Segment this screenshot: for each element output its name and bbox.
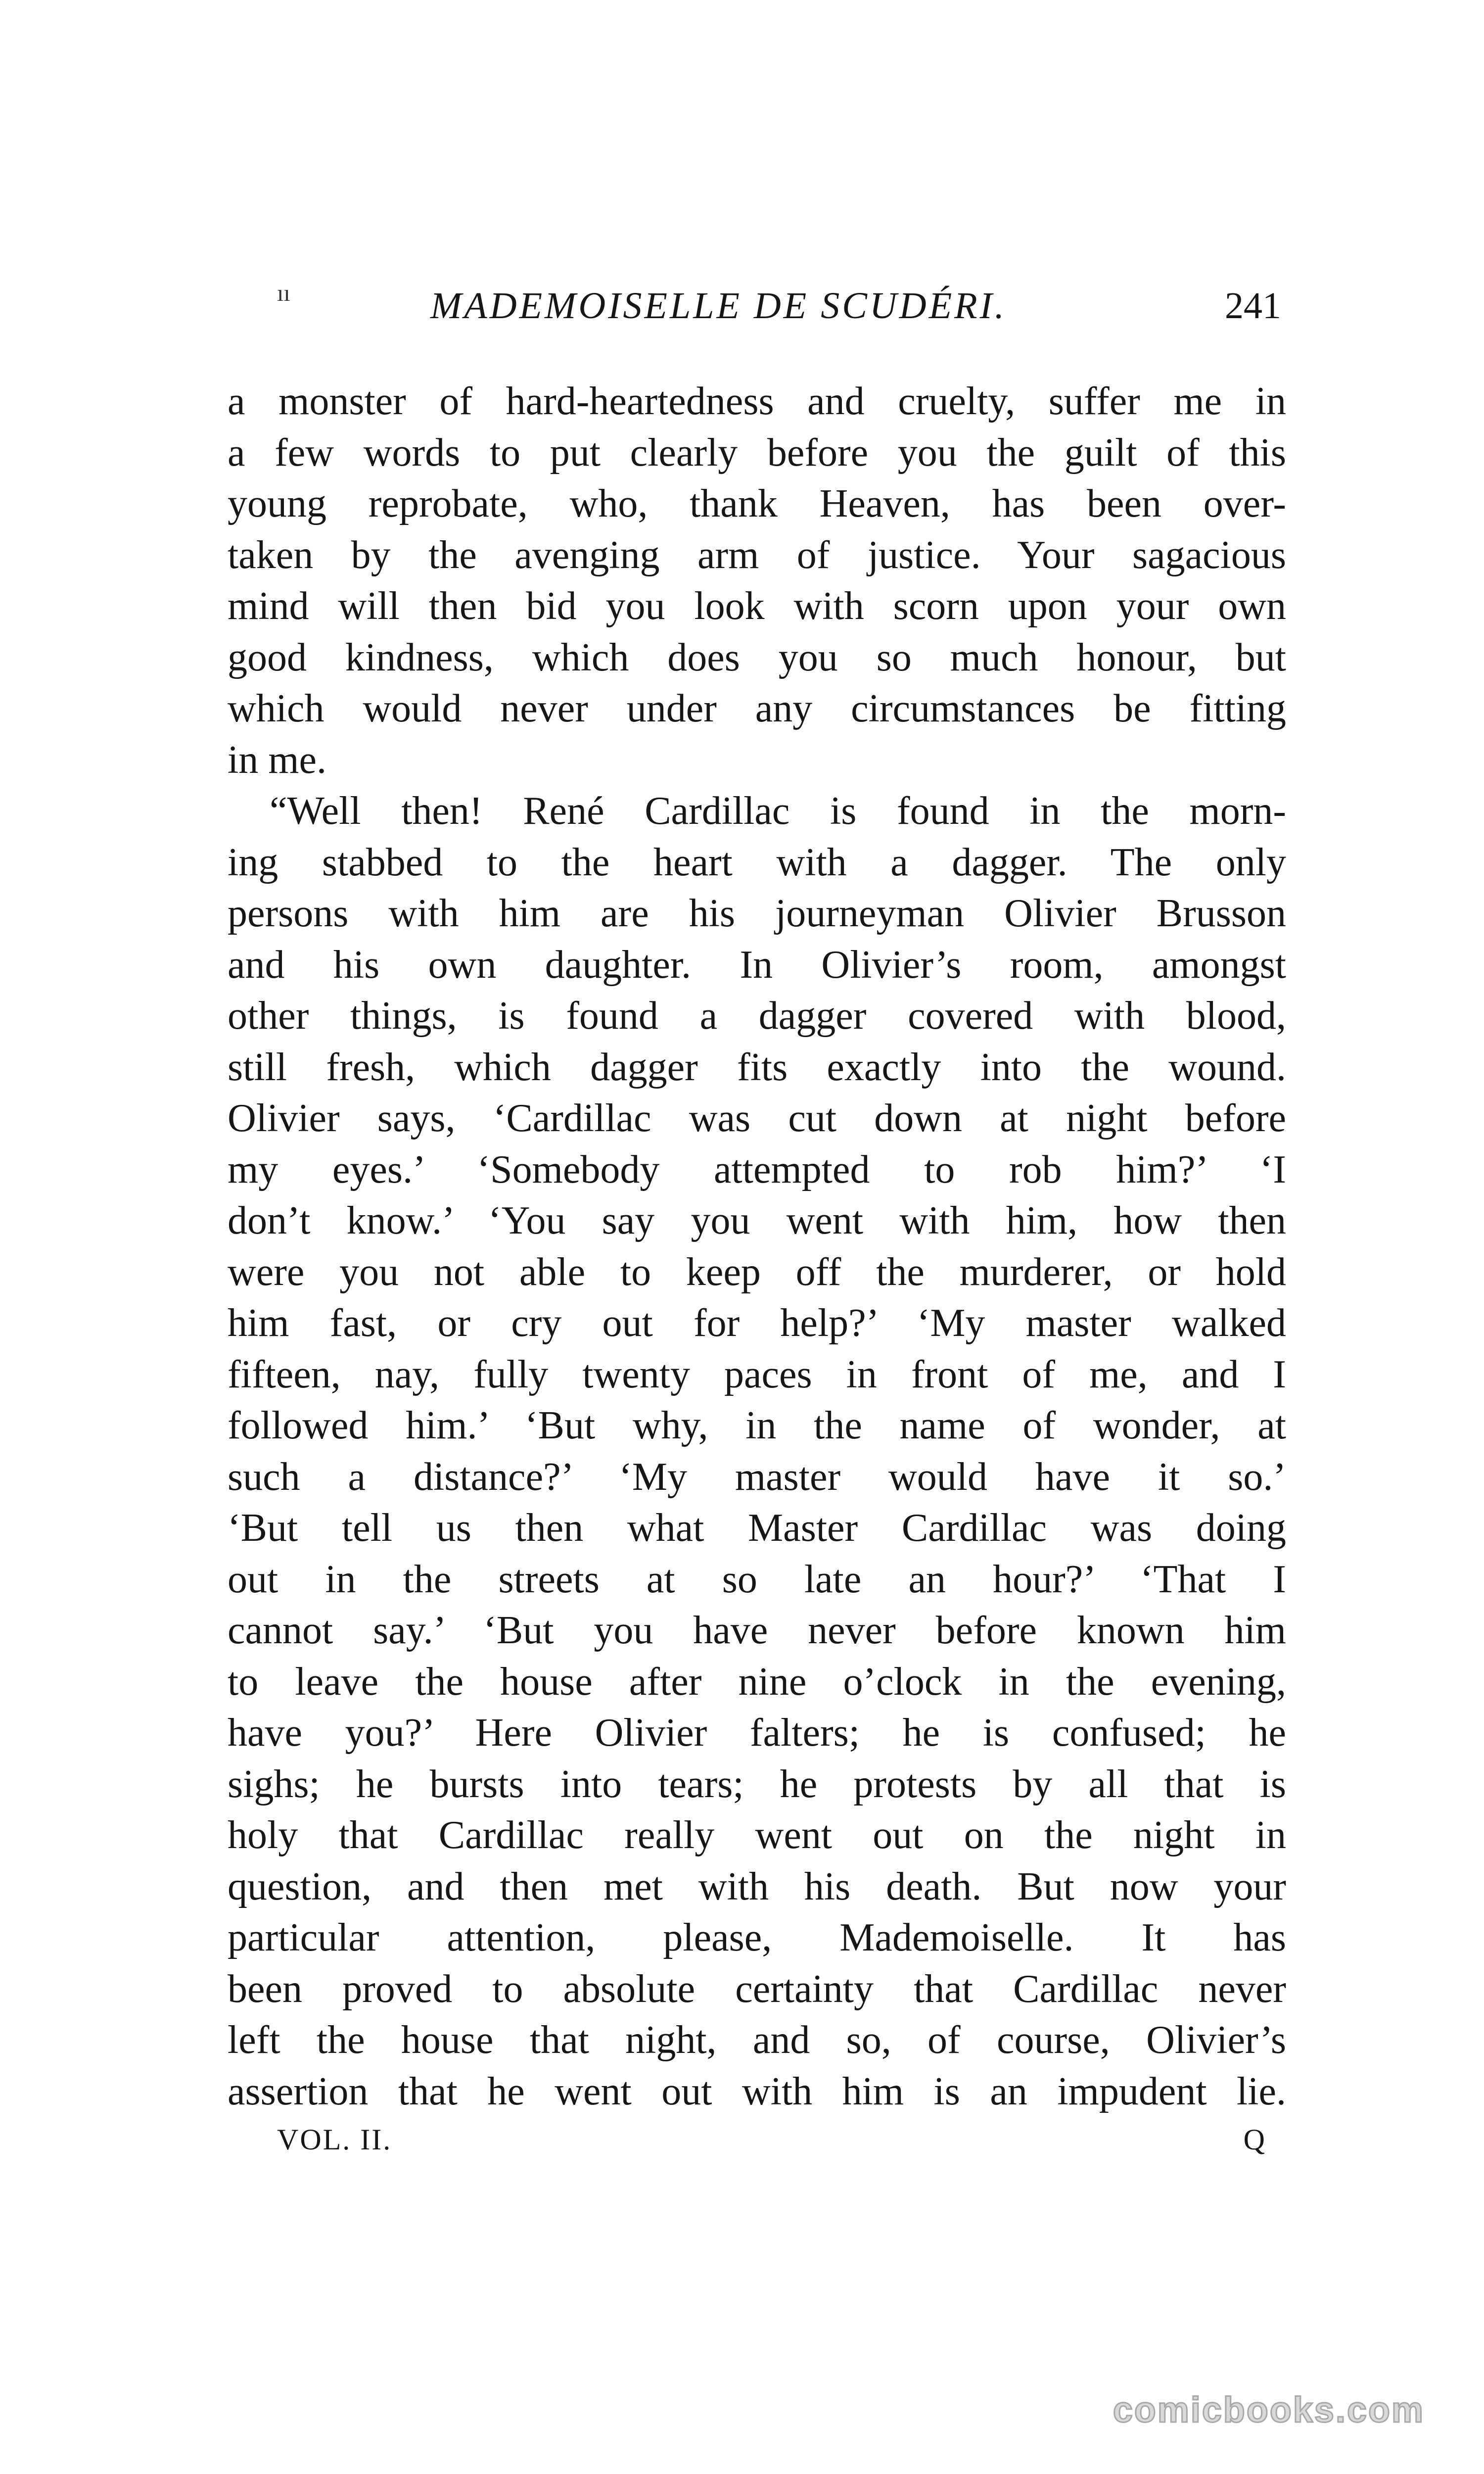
text-line: Olivier says, ‘Cardillac was cut down at night before (228, 1096, 1286, 1140)
running-header (277, 280, 1291, 334)
text-line: don’t know.’ ‘You say you went with him, how then (228, 1199, 1286, 1242)
page-footer (277, 2123, 1266, 2172)
page-number: 241 (1225, 285, 1281, 327)
text-line: were you not able to keep off the murderer, or hold (228, 1250, 1286, 1294)
text-line: my eyes.’ ‘Somebody attempted to rob him?’ ‘I (228, 1147, 1286, 1191)
text-line: out in the streets at so late an hour?’ ‘That I (228, 1557, 1286, 1601)
text-line: have you?’ Here Olivier falters; he is confused; he (228, 1711, 1286, 1755)
text-line: to leave the house after nine o’clock in the evening, (228, 1660, 1286, 1704)
text-line: other things, is found a dagger covered with blood, (228, 994, 1286, 1038)
text-line: good kindness, which does you so much honour, but (228, 635, 1286, 679)
text-line: a monster of hard-heartedness and cruelty, suffer me in (228, 380, 1286, 423)
text-line: mind will then bid you look with scorn upon your own (228, 584, 1286, 628)
text-line: question, and then met with his death. But now your (228, 1864, 1286, 1908)
text-line: taken by the avenging arm of justice. Your sagacious (228, 533, 1286, 577)
text-line: sighs; he bursts into tears; he protests by all that is (228, 1762, 1286, 1806)
text-line: and his own daughter. In Olivier’s room, amongst (228, 943, 1286, 987)
text-line: particular attention, please, Mademoiselle. It has (228, 1916, 1286, 1959)
text-line: ing stabbed to the heart with a dagger. The only (228, 840, 1286, 884)
watermark: comicbooks.com (1113, 2390, 1425, 2430)
text-line: in me. (228, 738, 326, 782)
text-line: holy that Cardillac really went out on the night in (228, 1813, 1286, 1857)
text-line: still fresh, which dagger fits exactly into the wound. (228, 1045, 1286, 1089)
paragraph-start-line: “Well then! René Cardillac is found in the morn- (270, 789, 1286, 833)
text-line: followed him.’ ‘But why, in the name of wonder, at (228, 1404, 1286, 1447)
text-line: left the house that night, and so, of course, Olivier’s (228, 2018, 1286, 2062)
text-line: a few words to put clearly before you the guilt of this (228, 430, 1286, 475)
text-line: which would never under any circumstances be fitting (228, 687, 1286, 730)
signature-mark: Q (1243, 2123, 1266, 2156)
header-mark: ıı (277, 280, 290, 306)
running-title: MADEMOISELLE DE SCUDÉRI. (430, 285, 1007, 327)
text-line: ‘But tell us then what Master Cardillac was doing (228, 1506, 1286, 1550)
text-line: persons with him are his journeyman Olivier Brusson (228, 892, 1286, 935)
text-line: assertion that he went out with him is an impudent lie. (228, 2069, 1286, 2113)
text-line: been proved to absolute certainty that Cardillac never (228, 1967, 1286, 2011)
text-line: cannot say.’ ‘But you have never before known him (228, 1609, 1286, 1652)
text-line: him fast, or cry out for help?’ ‘My master walked (228, 1301, 1286, 1345)
text-line: fifteen, nay, fully twenty paces in front of me, and I (228, 1352, 1286, 1396)
volume-label: VOL. II. (277, 2123, 392, 2156)
body-text (228, 376, 1286, 2117)
text-line: such a distance?’ ‘My master would have it so.’ (228, 1455, 1286, 1499)
text-line: young reprobate, who, thank Heaven, has been over- (228, 482, 1286, 525)
